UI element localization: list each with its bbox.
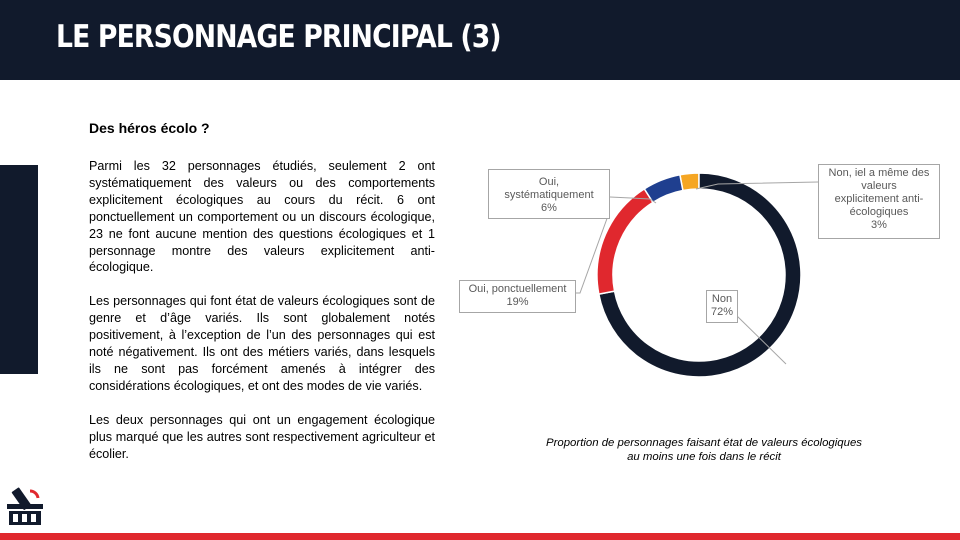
caption-line-2: au moins une fois dans le récit (627, 451, 781, 463)
label-anti-value: 3% (871, 219, 887, 231)
donut-chart (450, 150, 950, 430)
label-anti-line1: Non, iel a même des (828, 167, 930, 179)
bottom-accent-bar (0, 533, 960, 540)
label-systematique (488, 169, 610, 219)
label-ponctuellement (459, 280, 576, 313)
label-anti-ecolo (818, 164, 940, 239)
label-syst-line2: systématiquement (504, 189, 594, 201)
label-ponct-line1: Oui, ponctuellement (468, 283, 567, 295)
text-column (89, 118, 435, 480)
label-syst-line1: Oui, (538, 176, 560, 188)
paragraph-3: Les deux personnages qui ont un engagement écologique plus marqué que les autres sont respectivement agriculteur et écolier. (89, 412, 435, 461)
caption-line-1: Proportion de personnages faisant état de valeurs écologiques (546, 437, 862, 449)
label-ponct-value: 19% (506, 296, 529, 308)
chart-caption (520, 436, 888, 464)
label-non (706, 290, 738, 323)
label-anti-line3: explicitement anti- (834, 193, 924, 205)
label-anti-line4: écologiques (849, 206, 909, 218)
label-anti-line2: valeurs (861, 180, 897, 192)
label-non-value: 72% (710, 306, 734, 318)
paragraph-2: Les personnages qui font état de valeurs écologiques sont de genre et d’âge variés. Ils sont globalement notés positivement, à l’exception de l’un des personnages qui est noté négativement. Ils ont des métiers variés, dans lesquels ils ne sont pas forcément amenés à intégrer des considérations écologiques, et ont des modes de vie variés. (89, 294, 435, 393)
label-non-line1: Non (711, 293, 733, 305)
section-heading: Des héros écolo ? (89, 120, 210, 136)
side-accent-bar (0, 165, 38, 374)
page-title: LE PERSONNAGE PRINCIPAL (3) (56, 19, 501, 55)
header-bar (0, 0, 960, 80)
label-syst-value: 6% (541, 202, 557, 214)
paragraph-1: Parmi les 32 personnages étudiés, seulement 2 ont systématiquement des valeurs ou des comportements explicitement écologiques au cours du récit. 6 ont ponctuellement un comportement ou un discours écologique, 23 ne font aucune mention des questions écologiques et 1 personnage montre des valeurs explicitement anti-écologique. (89, 159, 435, 275)
donut-slice-3 (644, 175, 683, 203)
telescope-logo-icon (4, 484, 46, 528)
